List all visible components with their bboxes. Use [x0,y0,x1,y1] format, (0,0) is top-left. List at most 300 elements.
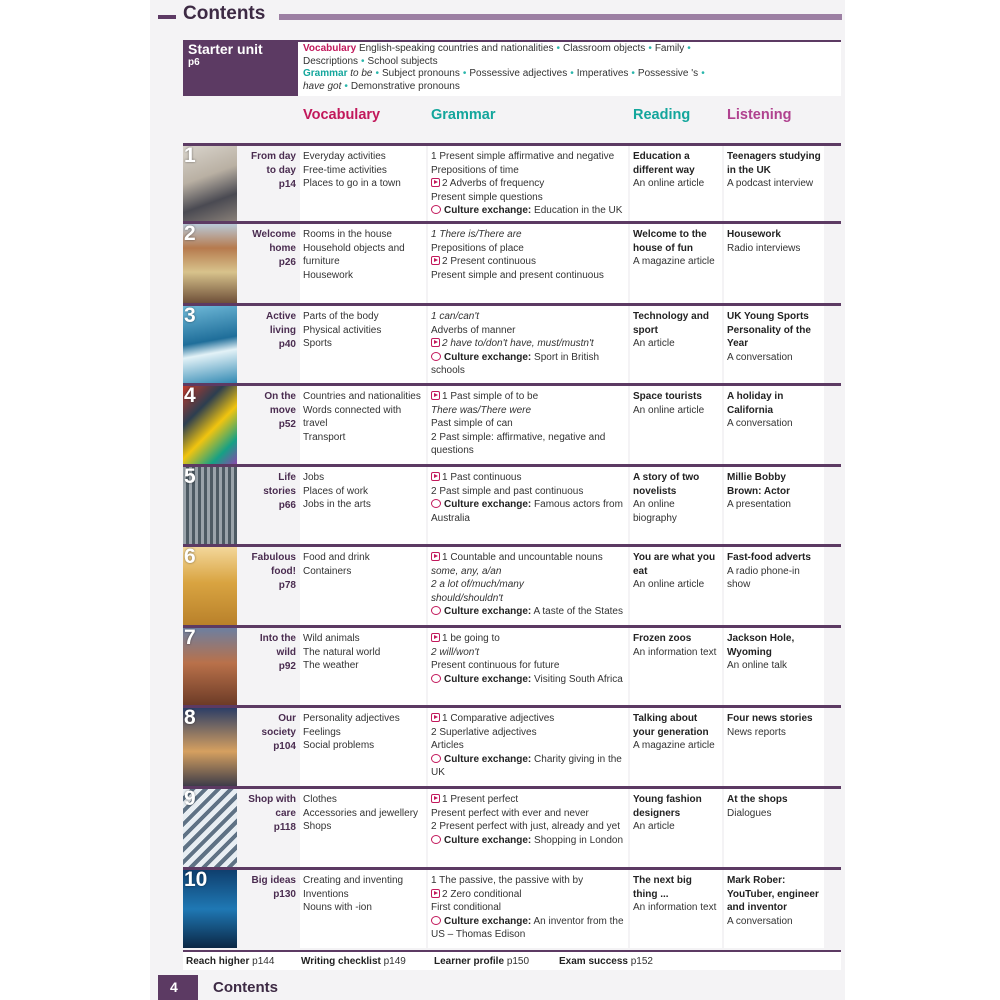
unit-title-block[interactable] [237,870,300,948]
unit-listening [724,146,824,222]
unit-vocabulary [300,306,426,384]
unit-title-block[interactable] [237,467,300,545]
unit-title-block[interactable] [237,386,300,465]
grammar-item [431,242,625,256]
listening-type: A conversation [727,351,793,363]
grammar-item [431,191,625,205]
listening-title: UK Young Sports Personality of the Year [727,311,811,349]
unit-grammar [428,467,628,545]
culture-exchange-label: Culture exchange: [444,205,532,216]
vocabulary-item: Feelings [303,726,341,738]
grammar-item-text: 1 The passive, the passive with by [431,875,584,886]
header-bar [279,14,842,20]
unit-vocabulary [300,870,426,948]
starter-vocab-label: Vocabulary [303,43,357,54]
listening-type: A radio phone-in show [727,565,800,590]
culture-exchange-label: Culture exchange: [444,753,532,765]
unit-page: p130 [273,889,296,900]
grammar-item-text: 2 Present perfect with just, already and yet [431,821,620,832]
unit-vocabulary [300,146,426,222]
column-header-vocabulary-label: Vocabulary [303,107,381,123]
unit-row-4 [183,386,841,465]
culture-exchange-item [431,204,625,218]
unit-title-line: to day [266,165,296,176]
starter-grammar-3: Possessive adjectives [469,68,568,79]
grammar-item-text: 1 be going to [442,633,500,644]
grammar-item-text: Present simple and present continuous [431,269,604,281]
unit-vocabulary [300,224,426,304]
reading-title: Technology and sport [633,311,709,336]
grammar-item [431,404,625,418]
reading-type: An online biography [633,499,677,524]
unit-photo [183,224,237,304]
culture-exchange-icon [431,835,441,844]
starter-grammar-line: Grammar to be • Subject pronouns • Possessive adjectives • Imperatives • Possessive 's • have got • Demonstrative pronouns [303,68,705,92]
footer-writing-checklist[interactable]: Writing checklist p149 [301,956,406,967]
culture-exchange-item [431,605,625,619]
unit-row-6 [183,547,841,626]
grammar-item [431,901,625,915]
unit-page: p52 [278,419,296,430]
grammar-item-text: should/shouldn't [431,592,503,604]
unit-number: 4 [184,386,196,407]
unit-row-7 [183,628,841,706]
footer-reach-higher[interactable]: Reach higher p144 [186,956,275,967]
culture-exchange-icon [431,352,441,361]
vocabulary-item: Free-time activities [303,164,387,176]
reading-type: A magazine article [633,256,715,267]
unit-title-line: wild [276,647,296,658]
reading-title: A story of two novelists [633,472,700,497]
reading-title: Education a different way [633,151,695,176]
grammar-item [431,874,625,888]
vocabulary-item: The weather [303,660,359,671]
unit-number: 3 [184,306,196,327]
listening-title: Jackson Hole, Wyoming [727,633,795,658]
starter-grammar-4: Imperatives [576,68,629,79]
column-header-reading [630,106,722,148]
page-title: Contents [183,3,266,24]
reading-type: An article [633,338,675,349]
grammar-item-text: 2 a lot of/much/many [431,579,524,590]
unit-number: 8 [184,708,196,729]
culture-exchange-topic: Famous actors from Australia [431,499,623,524]
grammar-item [431,431,625,458]
video-icon [431,256,440,265]
starter-grammar-2: Subject pronouns [382,68,460,79]
column-header-grammar-label: Grammar [431,107,496,123]
unit-title-line: home [269,243,296,254]
culture-exchange-topic: Visiting South Africa [534,673,623,685]
grammar-item [431,255,625,269]
unit-title-line: Shop with [248,794,296,805]
footer-exam-success[interactable]: Exam success p152 [559,956,653,967]
unit-title-line: Life [278,472,296,483]
grammar-item-text: There was/There were [431,404,532,416]
column-header-listening [724,106,824,148]
unit-grammar [428,789,628,868]
video-icon [431,178,440,187]
starter-grammar-5: Possessive 's [637,68,699,79]
unit-photo [183,467,237,545]
listening-type: News reports [727,726,786,738]
unit-reading [630,628,722,706]
reading-title: Talking about your generation [633,713,709,738]
unit-vocabulary [300,547,426,626]
starter-vocab-1: English-speaking countries and nationalities [358,43,554,54]
unit-grammar [428,306,628,384]
culture-exchange-icon [431,606,441,615]
column-header-grammar [428,106,628,148]
unit-title-block[interactable] [237,224,300,304]
culture-exchange-topic: An inventor from the US – Thomas Edison [431,915,624,940]
contents-header [158,2,842,28]
starter-title: Starter unit [188,41,263,57]
grammar-item [431,888,625,902]
unit-title-line: Big ideas [251,875,296,886]
grammar-item-text: 2 Superlative adjectives [431,726,537,738]
grammar-item-text: First conditional [431,902,502,913]
grammar-item-text: 1 Present perfect [442,794,519,805]
culture-exchange-topic: Education in the UK [534,205,623,216]
unit-grammar [428,628,628,706]
grammar-item-text: 2 have to/don't have, must/mustn't [442,338,594,349]
vocabulary-item: Jobs in the arts [303,499,371,510]
unit-title-line: food! [271,566,296,577]
unit-page: p78 [278,580,296,591]
grammar-item [431,565,625,579]
unit-number: 1 [184,146,196,167]
starter-vocab-line: Vocabulary English-speaking countries and nationalities • Classroom objects • Family • Descriptions • School subjects [303,43,691,67]
culture-exchange-topic: A taste of the States [533,606,623,617]
grammar-item [431,150,625,164]
culture-exchange-label: Culture exchange: [444,673,532,685]
unit-reading [630,224,722,304]
grammar-item [431,485,625,499]
unit-listening [724,306,824,384]
starter-unit [183,40,841,96]
grammar-item [431,164,625,178]
unit-reading [630,870,722,948]
unit-number: 7 [184,628,196,649]
unit-photo [183,547,237,626]
unit-photo [183,870,237,948]
unit-photo [183,628,237,706]
unit-listening [724,386,824,465]
unit-listening [724,708,824,787]
grammar-item [431,726,625,740]
unit-listening [724,547,824,626]
reading-title: You are what you eat [633,552,716,577]
grammar-item [431,269,625,283]
unit-title-line: Into the [259,633,296,644]
listening-type: Radio interviews [727,242,801,254]
unit-reading [630,386,722,465]
listening-type: A podcast interview [727,178,814,189]
culture-exchange-item [431,498,625,525]
grammar-item-text: Articles [431,740,464,751]
unit-row-5 [183,467,841,545]
grammar-item [431,228,625,242]
vocabulary-item: Housework [303,269,354,281]
reading-title: Space tourists [633,391,702,402]
unit-title-line: On the [264,391,296,402]
reading-type: An online article [633,404,705,416]
grammar-item-text: 2 Past simple and past continuous [431,485,584,497]
unit-photo [183,708,237,787]
grammar-item-text: 1 Comparative adjectives [442,713,555,724]
grammar-item-text: Prepositions of place [431,242,524,254]
unit-page: p14 [278,179,296,190]
unit-title-block[interactable] [237,306,300,384]
culture-exchange-label: Culture exchange: [444,915,532,927]
unit-title-line: Fabulous [251,552,296,563]
starter-vocab-2: Classroom objects [563,43,646,54]
listening-type: A conversation [727,915,793,927]
vocabulary-item: Nouns with -ion [303,902,372,913]
reading-title: Welcome to the house of fun [633,229,707,254]
culture-exchange-topic: Sport in British schools [431,351,600,376]
unit-listening [724,789,824,868]
grammar-item-text: 1 Past continuous [442,472,522,483]
unit-reading [630,789,722,868]
vocabulary-item: The natural world [303,646,381,658]
unit-vocabulary [300,708,426,787]
grammar-item-text: 2 Adverbs of frequency [442,178,545,189]
unit-listening [724,870,824,948]
unit-number: 5 [184,467,196,488]
vocabulary-item: Countries and nationalities [303,391,421,402]
grammar-item [431,659,625,673]
video-icon [431,633,440,642]
unit-row-1 [183,146,841,222]
unit-page: p26 [278,257,296,268]
video-icon [431,391,440,400]
footer-learner-profile[interactable]: Learner profile p150 [434,956,530,967]
culture-exchange-icon [431,499,441,508]
unit-reading [630,708,722,787]
unit-title-block[interactable] [237,146,300,222]
culture-exchange-label: Culture exchange: [444,351,532,363]
listening-type: A conversation [727,418,793,429]
reading-type: An article [633,821,675,832]
unit-title-line: move [269,405,296,416]
unit-photo [183,146,237,222]
unit-reading [630,547,722,626]
grammar-item [431,337,625,351]
grammar-item [431,471,625,485]
vocabulary-item: Personality adjectives [303,713,400,724]
starter-page: p6 [188,57,200,68]
vocabulary-item: Containers [303,565,352,577]
grammar-item-text: 1 There is/There are [431,229,522,240]
listening-title: Mark Rober: YouTuber, engineer and inventor [727,875,819,913]
column-header-vocabulary [300,106,426,148]
grammar-item [431,739,625,753]
unit-reading [630,306,722,384]
reading-title: The next big thing ... [633,875,692,900]
grammar-item [431,324,625,338]
listening-title: Four news stories [727,713,813,724]
starter-vocab-3: Family [654,43,685,54]
unit-title-block[interactable] [237,628,300,706]
grammar-item-text: 2 Zero conditional [442,888,522,900]
listening-title: Fast-food adverts [727,552,811,563]
unit-photo [183,789,237,868]
culture-exchange-item [431,351,625,378]
grammar-item-text: 2 will/won't [431,646,480,658]
header-dash [158,15,176,19]
unit-title-line: Welcome [252,229,296,240]
video-icon [431,338,440,347]
unit-number: 10 [184,870,208,891]
starter-grammar-1: to be [350,68,373,79]
unit-row-9 [183,789,841,868]
unit-title-block[interactable] [237,708,300,787]
reading-title: Frozen zoos [633,633,692,644]
grammar-item-text: 1 Countable and uncountable nouns [442,552,603,563]
unit-number: 6 [184,547,196,568]
vocabulary-item: Everyday activities [303,151,386,162]
grammar-item [431,646,625,660]
grammar-item-text: 2 Present continuous [442,256,536,267]
starter-vocab-5: School subjects [367,55,438,67]
culture-exchange-icon [431,205,441,214]
unit-page: p40 [278,339,296,350]
culture-exchange-topic: Shopping in London [534,834,624,846]
starter-grammar-6: have got [303,80,342,92]
unit-title-line: care [275,808,296,819]
reading-type: An information text [633,646,717,658]
footer-links [183,950,841,970]
unit-title-line: society [261,727,296,738]
listening-title: At the shops [727,794,788,805]
unit-title-block[interactable] [237,789,300,868]
listening-title: A holiday in California [727,391,784,416]
unit-title-line: From day [250,151,296,162]
vocabulary-item: Parts of the body [303,311,379,322]
unit-vocabulary [300,467,426,545]
grammar-item-text: 1 Past simple of to be [442,391,539,402]
unit-number: 9 [184,789,196,810]
grammar-item-text: Present perfect with ever and never [431,807,589,819]
video-icon [431,889,440,898]
unit-reading [630,467,722,545]
culture-exchange-icon [431,754,441,763]
unit-row-2 [183,224,841,304]
listening-type: Dialogues [727,807,772,819]
culture-exchange-topic: Charity giving in the UK [431,753,622,778]
culture-exchange-icon [431,674,441,683]
grammar-item [431,632,625,646]
starter-label-box [183,40,298,96]
culture-exchange-item [431,673,625,687]
starter-vocab-4: Descriptions [303,55,359,67]
grammar-item [431,592,625,606]
unit-listening [724,224,824,304]
grammar-item-text: Adverbs of manner [431,324,516,336]
grammar-item [431,578,625,592]
vocabulary-item: Wild animals [303,633,360,644]
column-header-reading-label: Reading [633,107,691,123]
grammar-item-text: some, any, a/an [431,565,502,577]
vocabulary-item: Rooms in the house [303,229,392,240]
reading-type: An online article [633,579,705,590]
unit-grammar [428,146,628,222]
starter-grammar-label: Grammar [303,68,348,79]
unit-vocabulary [300,789,426,868]
culture-exchange-item [431,915,625,942]
listening-title: Housework [727,229,781,240]
grammar-item-text: Prepositions of time [431,164,519,176]
unit-grammar [428,547,628,626]
unit-title-line: living [269,325,296,336]
vocabulary-item: Jobs [303,472,325,483]
vocabulary-item: Shops [303,821,332,832]
grammar-item [431,310,625,324]
video-icon [431,794,440,803]
listening-title: Teenagers studying in the UK [727,151,821,176]
grammar-item [431,712,625,726]
unit-grammar [428,386,628,465]
unit-title-block[interactable] [237,547,300,626]
unit-number: 2 [184,224,196,245]
vocabulary-item: Food and drink [303,552,370,563]
unit-photo [183,306,237,384]
vocabulary-item: Clothes [303,794,337,805]
column-header-listening-label: Listening [727,107,792,123]
grammar-item-text: 1 can/can't [431,311,480,322]
unit-page: p118 [273,822,296,833]
page-footer-label: Contents [213,979,278,996]
grammar-item-text: Present continuous for future [431,660,560,671]
video-icon [431,472,440,481]
unit-page: p66 [278,500,296,511]
grammar-item [431,793,625,807]
unit-listening [724,467,824,545]
reading-type: An information text [633,902,717,913]
grammar-item [431,551,625,565]
unit-photo [183,386,237,465]
unit-row-3 [183,306,841,384]
listening-type: An online talk [727,660,788,671]
vocabulary-item: Social problems [303,740,375,751]
starter-grammar-7: Demonstrative pronouns [350,80,460,92]
grammar-item-text: 2 Past simple: affirmative, negative and questions [431,431,606,456]
unit-title-line: Our [278,713,296,724]
vocabulary-item: Places of work [303,485,369,497]
vocabulary-item: Sports [303,338,332,349]
unit-grammar [428,708,628,787]
grammar-item [431,417,625,431]
listening-type: A presentation [727,499,791,510]
grammar-item [431,807,625,821]
vocabulary-item: Places to go in a town [303,178,401,189]
unit-title-line: Active [265,311,296,322]
starter-description [303,43,833,93]
page-number: 4 [158,975,198,1000]
reading-title: Young fashion designers [633,794,702,819]
unit-reading [630,146,722,222]
video-icon [431,552,440,561]
grammar-item-text: 1 Present simple affirmative and negative [431,151,615,162]
unit-grammar [428,224,628,304]
video-icon [431,713,440,722]
vocabulary-item: Inventions [303,888,349,900]
unit-grammar [428,870,628,948]
unit-page: p104 [273,741,296,752]
culture-exchange-item [431,834,625,848]
